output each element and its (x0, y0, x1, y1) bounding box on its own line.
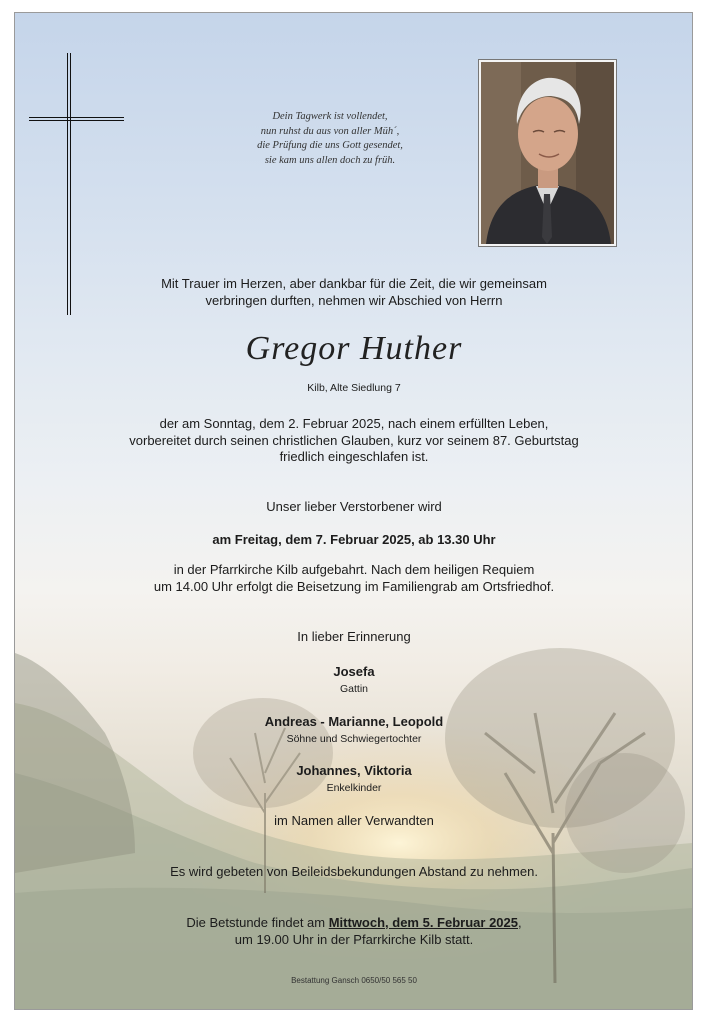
death-notice-line: friedlich eingeschlafen ist. (279, 449, 429, 464)
funeral-lead: Unser lieber Verstorbener wird (266, 499, 442, 514)
undertaker-contact: Bestattung Gansch 0650/50 565 50 (291, 976, 417, 985)
prayer-date: Mittwoch, dem 5. Februar 2025 (328, 915, 518, 930)
verse-line: die Prüfung die uns Gott gesendet, (257, 140, 403, 151)
death-notice (0, 416, 708, 466)
mourners-closing: im Namen aller Verwandten (274, 813, 434, 828)
deceased-address: Kilb, Alte Siedlung 7 (307, 382, 401, 394)
death-notice-line: vorbereitet durch seinen christlichen Glauben, kurz vor seinem 87. Geburtstag (129, 432, 579, 448)
mourner-names: Josefa (333, 664, 375, 679)
mourner-names: Johannes, Viktoria (296, 763, 412, 778)
prayer-line2: um 19.00 Uhr in der Pfarrkirche Kilb statt. (234, 931, 474, 947)
intro-text (0, 276, 708, 309)
funeral-detail-line: in der Pfarrkirche Kilb aufgebahrt. Nach dem heiligen Requiem (173, 562, 535, 577)
mourner-relation: Söhne und Schwiegertochter (286, 733, 422, 745)
funeral-detail-line: um 14.00 Uhr erfolgt die Beisetzung im Familiengrab am Ortsfriedhof. (153, 578, 555, 594)
intro-line: Mit Trauer im Herzen, aber dankbar für die Zeit, die wir gemeinsam (161, 276, 547, 291)
funeral-date: am Freitag, dem 7. Februar 2025, ab 13.30 Uhr (212, 532, 496, 547)
portrait-illustration (481, 62, 614, 244)
prayer-prefix: Die Betstunde findet am (186, 915, 329, 930)
intro-line: verbringen durften, nehmen wir Abschied von Herrn (205, 292, 503, 308)
mourner-relation: Enkelkinder (326, 782, 382, 794)
condolence-note: Es wird gebeten von Beileidsbekundungen Abstand zu nehmen. (170, 864, 538, 879)
mourner-relation: Gattin (339, 683, 368, 695)
verse-line: Dein Tagwerk ist vollendet, (272, 111, 388, 122)
prayer-hour (0, 915, 708, 948)
verse-line: nun ruhst du aus von aller Müh´, (260, 125, 400, 137)
deceased-name: Gregor Huther (245, 330, 463, 367)
death-notice-line: der am Sonntag, dem 2. Februar 2025, nach einem erfüllten Leben, (159, 416, 549, 431)
portrait-photo (479, 60, 616, 246)
verse-line: sie kam uns allen doch zu früh. (264, 154, 396, 166)
mourner-names: Andreas - Marianne, Leopold (264, 714, 444, 729)
memorial-verse (215, 110, 445, 168)
mourners-heading: In lieber Erinnerung (297, 629, 411, 644)
funeral-details (0, 562, 708, 595)
cross-horizontal-beam (29, 117, 124, 118)
prayer-suffix: , (518, 915, 522, 930)
